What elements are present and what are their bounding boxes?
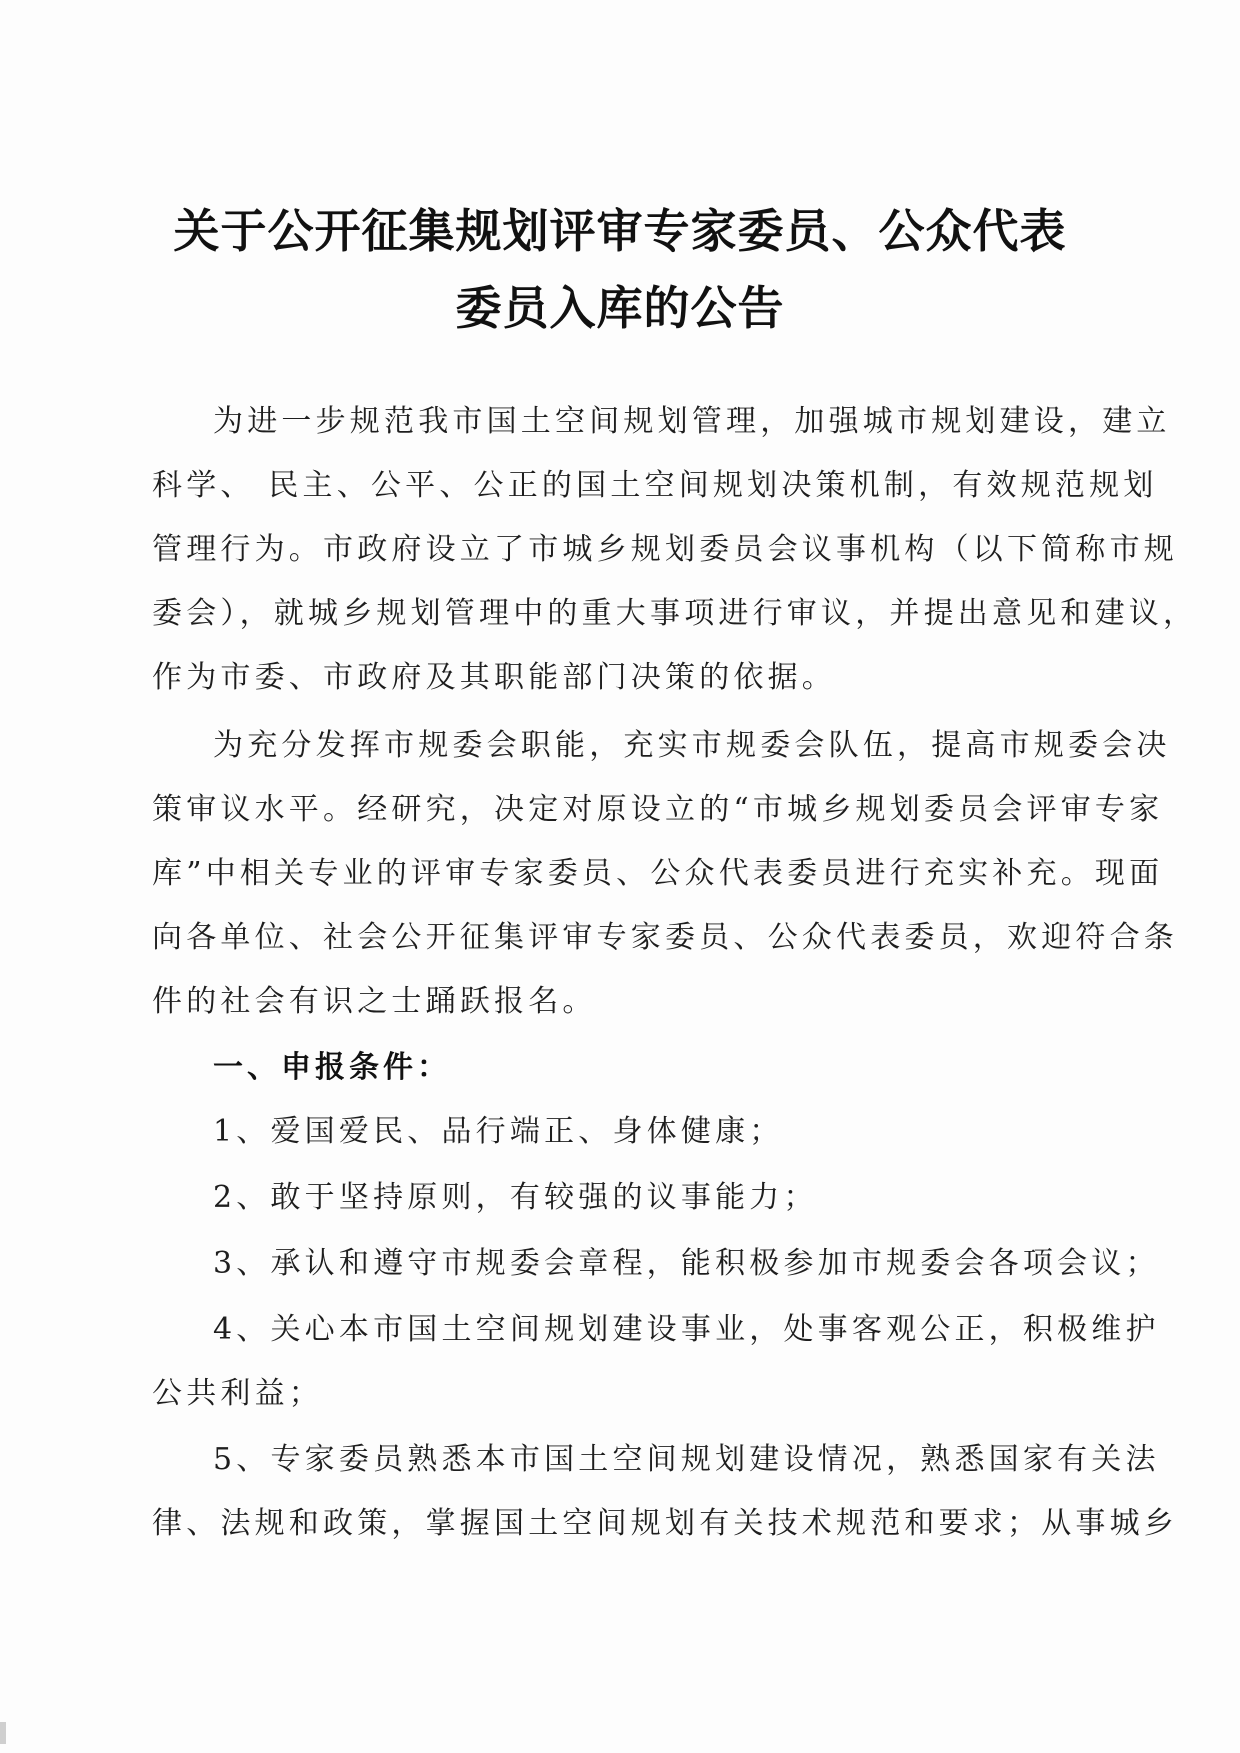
paragraph-2-line-4: 向各单位、社会公开征集评审专家委员、公众代表委员，欢迎符合条 xyxy=(152,920,1178,955)
paragraph-1-line-4: 委会），就城乡规划管理中的重大事项进行审议，并提出意见和建议， xyxy=(152,596,1198,631)
condition-item-2: 2、敢于坚持原则，有较强的议事能力； xyxy=(213,1180,818,1215)
paragraph-1-line-5: 作为市委、市政府及其职能部门决策的依据。 xyxy=(152,660,836,695)
paragraph-1-line-2: 科学、 民主、公平、公正的国土空间规划决策机制，有效规范规划 xyxy=(152,468,1158,503)
paragraph-1-line-3: 管理行为。市政府设立了市城乡规划委员会议事机构（以下简称市规 xyxy=(152,532,1178,567)
paragraph-1-line-1: 为进一步规范我市国土空间规划管理，加强城市规划建设，建立 xyxy=(213,404,1171,439)
paragraph-2-line-1: 为充分发挥市规委会职能，充实市规委会队伍，提高市规委会决 xyxy=(213,728,1171,763)
paragraph-2-line-3: 库”中相关专业的评审专家委员、公众代表委员进行充实补充。现面 xyxy=(152,856,1164,891)
section-heading-conditions: 一、申报条件： xyxy=(213,1050,451,1085)
title-line-1: 关于公开征集规划评审专家委员、公众代表 xyxy=(173,204,1067,258)
condition-item-4-continued: 公共利益； xyxy=(152,1376,323,1411)
condition-item-1: 1、爱国爱民、品行端正、身体健康； xyxy=(213,1114,784,1149)
condition-item-5: 5、专家委员熟悉本市国土空间规划建设情况，熟悉国家有关法 xyxy=(213,1442,1160,1477)
condition-item-3: 3、承认和遵守市规委会章程，能积极参加市规委会各项会议； xyxy=(213,1246,1160,1281)
condition-item-4: 4、关心本市国土空间规划建设事业，处事客观公正，积极维护 xyxy=(213,1312,1160,1347)
condition-item-5-continued: 律、法规和政策，掌握国土空间规划有关技术规范和要求；从事城乡 xyxy=(152,1506,1178,1541)
paragraph-2-line-5: 件的社会有识之士踊跃报名。 xyxy=(152,984,597,1019)
title-line-2: 委员入库的公告 xyxy=(455,281,785,335)
paragraph-2-line-2: 策审议水平。经研究，决定对原设立的“市城乡规划委员会评审专家 xyxy=(152,792,1164,827)
scan-edge-mark xyxy=(0,1722,6,1744)
